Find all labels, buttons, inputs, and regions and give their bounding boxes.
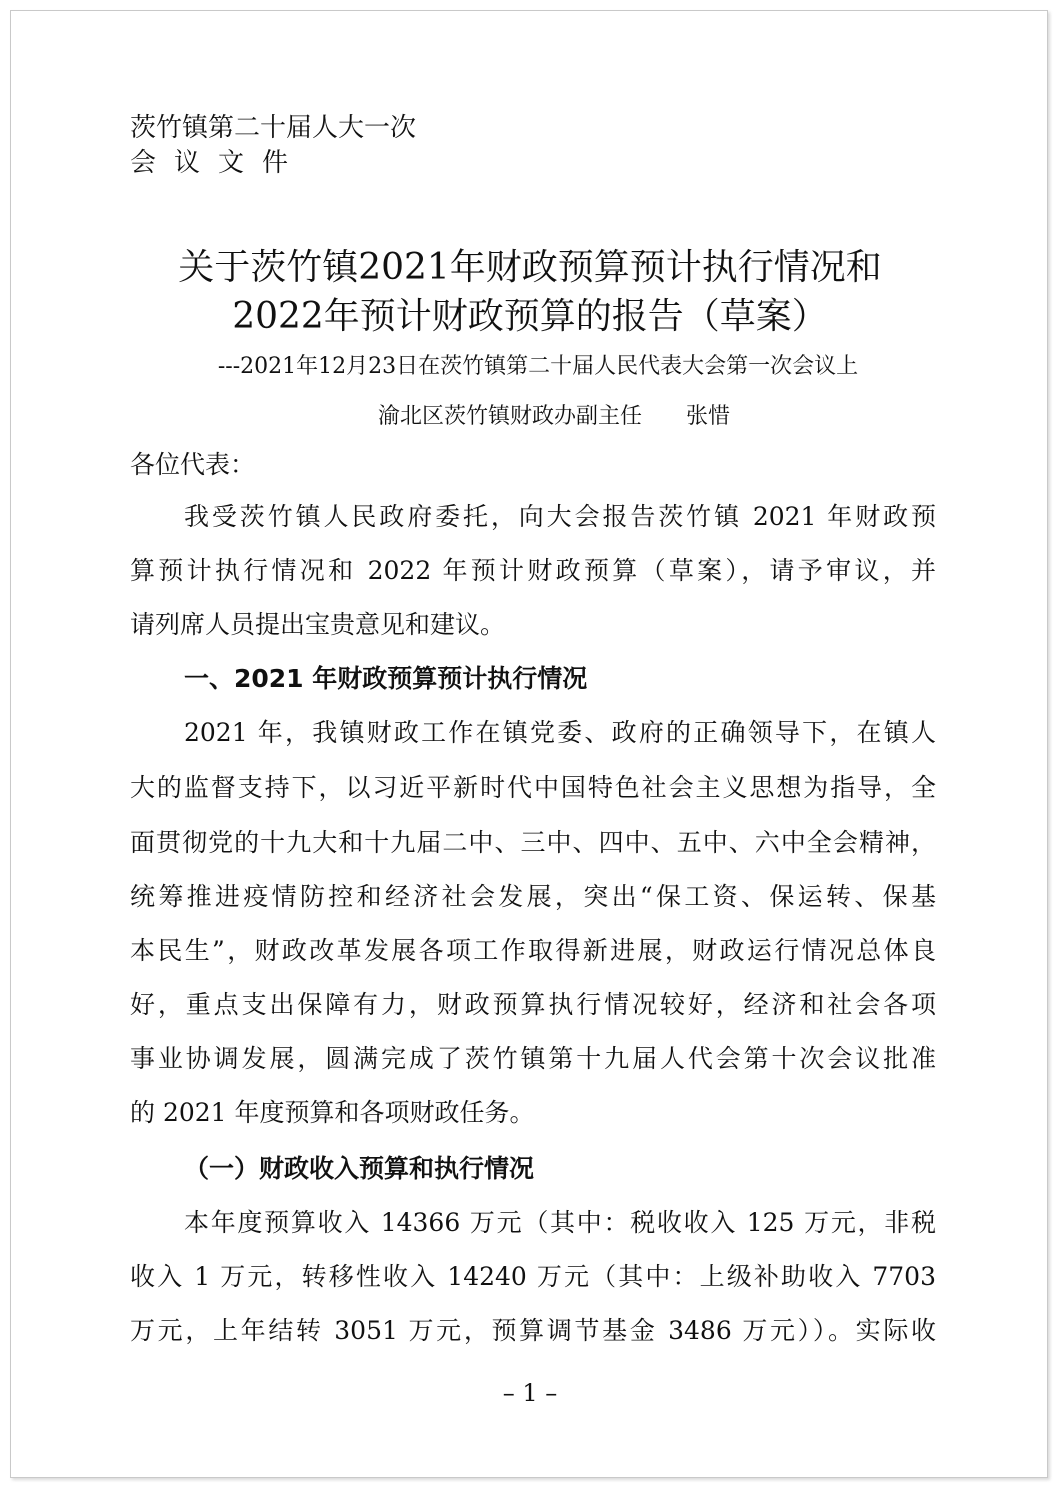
report-title-line-2: 2022年预计财政预算的报告（草案） — [232, 296, 828, 337]
paragraph-3-line: 万元，上年结转 3051 万元，预算调节基金 3486 万元））。实际收 — [130, 1316, 936, 1345]
report-author: 渝北区茨竹镇财政办副主任 张惜 — [377, 404, 730, 429]
section-1-heading: 一、2021 年财政预算预计执行情况 — [184, 664, 588, 693]
paragraph-2-line: 好，重点支出保障有力，财政预算执行情况较好，经济和社会各项 — [130, 990, 936, 1019]
paragraph-3-line: 收入 1 万元，转移性收入 14240 万元（其中：上级补助收入 7703 — [130, 1262, 936, 1291]
subsection-1-heading: （一）财政收入预算和执行情况 — [184, 1154, 535, 1183]
paragraph-1-line: 请列席人员提出宝贵意见和建议。 — [130, 610, 506, 639]
paragraph-3-line: 本年度预算收入 14366 万元（其中：税收收入 125 万元，非税 — [184, 1208, 936, 1237]
paragraph-2-line: 的 2021 年度预算和各项财政任务。 — [130, 1098, 535, 1127]
paragraph-1-line: 算预计执行情况和 2022 年预计财政预算（草案），请予审议，并 — [130, 556, 936, 585]
document-header-line-1: 茨竹镇第二十届人大一次 — [130, 113, 417, 143]
report-meeting-info: ---2021年12月23日在茨竹镇第二十届人民代表大会第一次会议上 — [217, 354, 859, 379]
paragraph-2-line: 事业协调发展，圆满完成了茨竹镇第十九届人代会第十次会议批准 — [130, 1044, 936, 1073]
report-title-line-1: 关于茨竹镇2021年财政预算预计执行情况和 — [178, 247, 882, 288]
paragraph-2-line: 面贯彻党的十九大和十九届二中、三中、四中、五中、六中全会精神， — [130, 828, 936, 857]
paragraph-2-line: 统筹推进疫情防控和经济社会发展，突出“保工资、保运转、保基 — [130, 882, 936, 911]
paragraph-2-line: 2021 年，我镇财政工作在镇党委、政府的正确领导下，在镇人 — [184, 718, 936, 747]
salutation: 各位代表： — [130, 450, 256, 479]
document-header-line-2: 会议文件 — [130, 148, 307, 178]
paragraph-2-line: 大的监督支持下，以习近平新时代中国特色社会主义思想为指导，全 — [130, 773, 936, 802]
page-number: – 1 – — [502, 1379, 558, 1407]
paragraph-1-line: 我受茨竹镇人民政府委托，向大会报告茨竹镇 2021 年财政预 — [184, 502, 936, 531]
paragraph-2-line: 本民生”，财政改革发展各项工作取得新进展，财政运行情况总体良 — [130, 936, 936, 965]
